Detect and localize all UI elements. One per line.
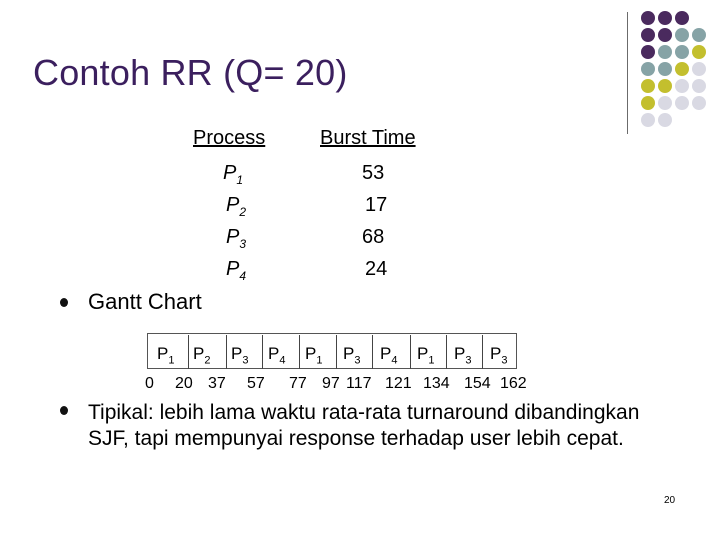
gantt-cell: $P_4$ (380, 344, 398, 367)
slide-title: Contoh RR (Q= 20) (33, 52, 348, 93)
process-cell: $P_4$ (226, 258, 247, 283)
gantt-divider (410, 335, 411, 369)
decorative-dot (658, 28, 672, 42)
burst-time-column-header: Burst Time (320, 127, 416, 149)
gantt-cell: $P_2$ (193, 344, 211, 367)
note-text: Tipikal: lebih lama waktu rata-rata turnaround dibandingkan SJF, tapi mempunyai response terhadap user lebih cepat. (88, 401, 640, 450)
gantt-divider (482, 335, 483, 369)
decorative-dot (692, 45, 706, 59)
decorative-dot (675, 96, 689, 110)
burst-time-cell: 53 (362, 162, 385, 184)
gantt-time-label: 37 (208, 375, 226, 392)
decorative-dot (641, 45, 655, 59)
gantt-cell: $P_4$ (268, 344, 286, 367)
decorative-dot (692, 28, 706, 42)
decorative-dot (675, 45, 689, 59)
decorative-dot (692, 62, 706, 76)
decorative-dot (658, 62, 672, 76)
decorative-dot (658, 11, 672, 25)
gantt-cell: $P_3$ (343, 344, 361, 367)
decorative-vertical-line (627, 12, 628, 134)
decorative-dot (692, 79, 706, 93)
decorative-dot (658, 79, 672, 93)
gantt-cell: $P_3$ (231, 344, 249, 367)
process-cell: $P_3$ (226, 226, 247, 251)
gantt-time-label: 0 (145, 375, 154, 392)
decorative-dot (641, 28, 655, 42)
gantt-divider (372, 335, 373, 369)
decorative-dot (641, 96, 655, 110)
bullet-icon (60, 298, 68, 307)
process-cell: $P_1$ (223, 162, 244, 187)
gantt-time-label: 154 (464, 375, 491, 392)
gantt-cell: $P_1$ (417, 344, 435, 367)
decorative-dot (675, 62, 689, 76)
decorative-dot (641, 113, 655, 127)
gantt-time-label: 97 (322, 375, 340, 392)
process-column-header: Process (193, 127, 266, 149)
gantt-chart-label: Gantt Chart (88, 289, 202, 314)
burst-time-cell: 24 (365, 258, 388, 280)
decorative-dot (675, 79, 689, 93)
gantt-divider (262, 335, 263, 369)
decorative-dot (692, 96, 706, 110)
gantt-cell: $P_3$ (454, 344, 472, 367)
slide-number: 20 (664, 495, 676, 506)
gantt-time-label: 117 (346, 375, 372, 392)
gantt-divider (188, 335, 189, 369)
gantt-divider (299, 335, 300, 369)
decorative-dot (675, 28, 689, 42)
gantt-cell: $P_1$ (305, 344, 323, 367)
decorative-dot (658, 113, 672, 127)
gantt-divider (336, 335, 337, 369)
burst-time-cell: 68 (362, 226, 385, 248)
decorative-dot (675, 11, 689, 25)
gantt-time-label: 20 (175, 375, 193, 392)
burst-time-cell: 17 (365, 194, 388, 216)
decorative-dot (641, 62, 655, 76)
gantt-cell: $P_1$ (157, 344, 175, 367)
gantt-divider (446, 335, 447, 369)
decorative-dot (658, 96, 672, 110)
gantt-time-label: 134 (423, 375, 450, 392)
decorative-dot (658, 45, 672, 59)
gantt-time-label: 57 (247, 375, 265, 392)
gantt-time-label: 121 (385, 375, 412, 392)
gantt-time-label: 77 (289, 375, 307, 392)
bullet-icon (60, 406, 68, 415)
gantt-divider (226, 335, 227, 369)
gantt-time-label: 162 (500, 375, 527, 392)
decorative-dot (641, 11, 655, 25)
gantt-cell: $P_3$ (490, 344, 508, 367)
decorative-dot (641, 79, 655, 93)
process-cell: $P_2$ (226, 194, 247, 219)
